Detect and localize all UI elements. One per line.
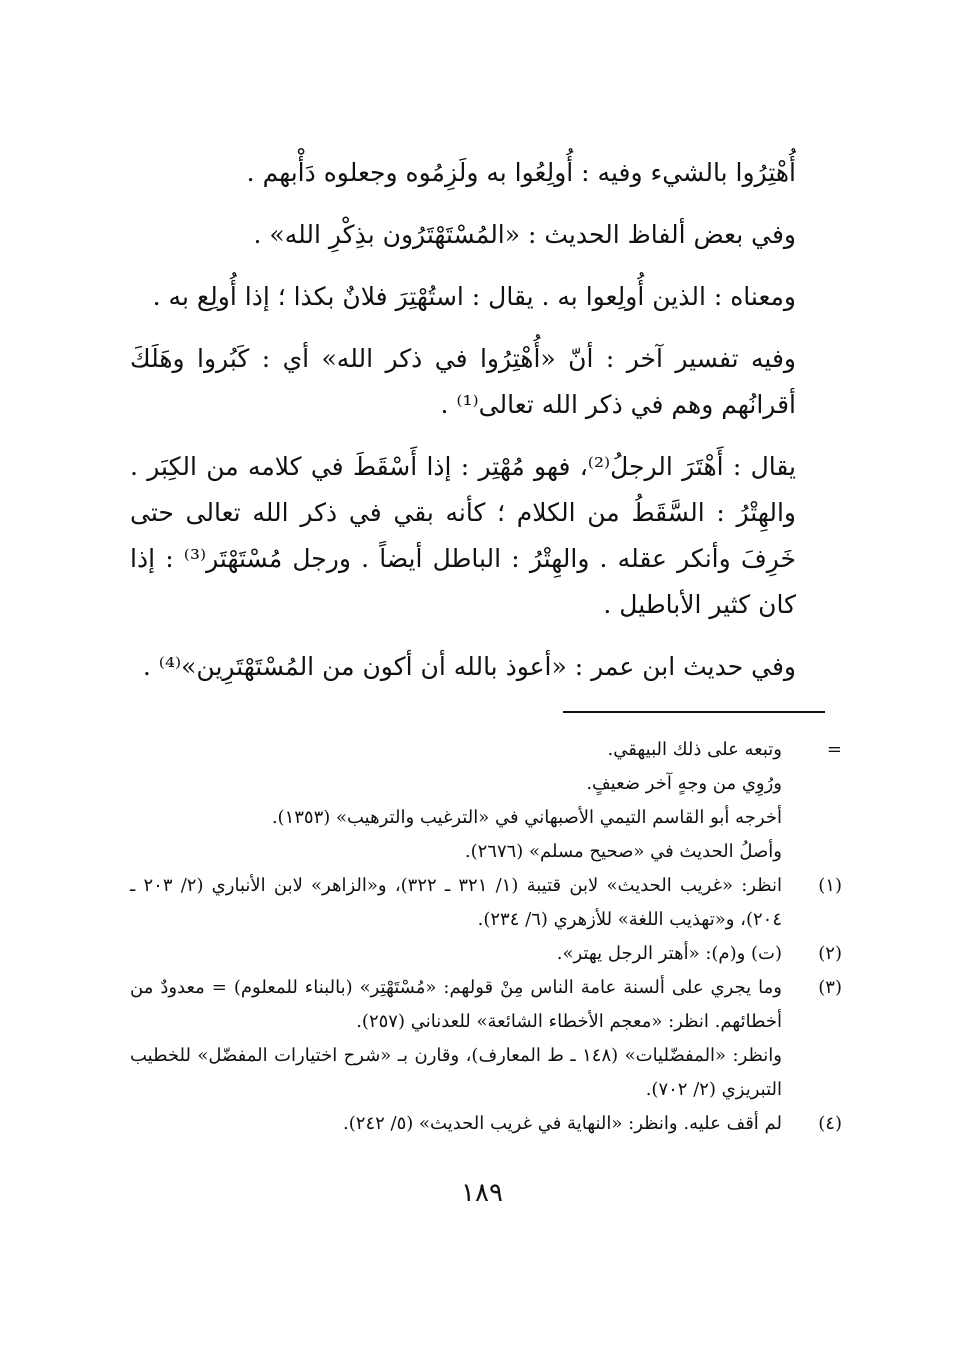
footnote-continuation: [130, 835, 842, 869]
footnote-1: [130, 869, 842, 937]
footnote-divider: [563, 711, 825, 713]
footnote-continuation: [130, 801, 842, 835]
footnote-marker: (٤): [818, 1113, 842, 1134]
footnote-text: وانظر: «المفضّليات» (١٤٨ ـ ط المعارف)، وقارن بـ «شرح اختيارات المفضّل» للخطيب التبريزي (٢/ ٧٠٢).: [130, 1045, 782, 1100]
footnote-continuation: [130, 767, 842, 801]
footnote-text: وما يجري على ألسنة عامة الناس مِنْ قولهم: «مُسْتَهْتِر» (بالبناء للمعلوم) = معدودٌ من أخطائهم. انظر: «معجم الأخطاء الشائعة» للعدناني (٢٥٧).: [130, 977, 782, 1032]
paragraph: ومعناه : الذين أُولِعوا به . يقال : استُهْتِرَ فلانٌ بكذا ؛ إذا أُولِع به .: [152, 282, 796, 311]
paragraph: أُهْتِرُوا بالشيء وفيه : أُولِعُوا به ولَزِمُوه وجعلوه دَأْبهم .: [246, 158, 796, 187]
footnote-text: (ت) و(م): «أهتر الرجل يهتر».: [556, 943, 782, 964]
footnote-text: وأصلُ الحديث في «صحيح مسلم» (٢٦٧٦).: [464, 841, 782, 862]
footnote-text: وتبعه على ذلك البيهقي.: [607, 739, 782, 760]
footnote-text: لم أقف عليه. وانظر: «النهاية في غريب الحديث» (٥/ ٢٤٢).: [343, 1113, 782, 1134]
footnote-4: [130, 1107, 842, 1141]
paragraph: وفيه تفسير آخر : أنّ «أُهْتِرُوا في ذكر الله» أي : كَبُروا وهَلَكَ أقرانُهم وهم في ذكر الله تعالى⁽¹⁾ .: [130, 344, 796, 419]
footnote-marker: =: [826, 739, 842, 760]
paragraph: يقال : أَهْتَرَ الرجلُ⁽²⁾، فهو مُهْتِر : إذا أَسْقَطَ في كلامه من الكِبَر . والهِتْرُ : السَّقَطُ من الكلام ؛ كأنه بقي في ذكر الله تعالى حتى خَرِفَ وأنكر عقله . والهِتْرُ : الباطل أيضاً . ورجل مُسْتَهْتَر⁽³⁾ : إذا كان كثير الأباطيل .: [130, 452, 796, 619]
footnote-3: [130, 971, 842, 1039]
footnote-marker: (٣): [818, 977, 842, 998]
footnote-continuation: [130, 733, 842, 767]
paragraph: وفي حديث ابن عمر : «أعوذ بالله أن أكون من المُسْتَهْتَرِين»⁽⁴⁾ .: [142, 652, 796, 681]
footnotes: [130, 733, 842, 1141]
footnote-text: انظر: «غريب الحديث» لابن قتيبة (١/ ٣٢١ ـ ٣٢٢)، و«الزاهر» لابن الأنباري (٢/ ٢٠٣ ـ ٢٠٤)، و«تهذيب اللغة» للأزهري (٦/ ٢٣٤).: [130, 875, 782, 930]
footnote-text: ورُوِي من وجهٍ آخر ضعيفٍ.: [586, 773, 782, 794]
main-text: [130, 150, 840, 706]
footnote-2: [130, 937, 842, 971]
footnote-3-continuation: [130, 1039, 842, 1107]
footnote-marker: (١): [818, 875, 842, 896]
page-number: ١٨٩: [461, 1178, 503, 1208]
footnote-text: أخرجه أبو القاسم التيمي الأصبهاني في «الترغيب والترهيب» (١٣٥٣).: [271, 807, 782, 828]
paragraph: وفي بعض ألفاظ الحديث : «المُسْتَهْتَرُون بذِكْرِ الله» .: [253, 220, 796, 249]
footnote-marker: (٢): [818, 943, 842, 964]
